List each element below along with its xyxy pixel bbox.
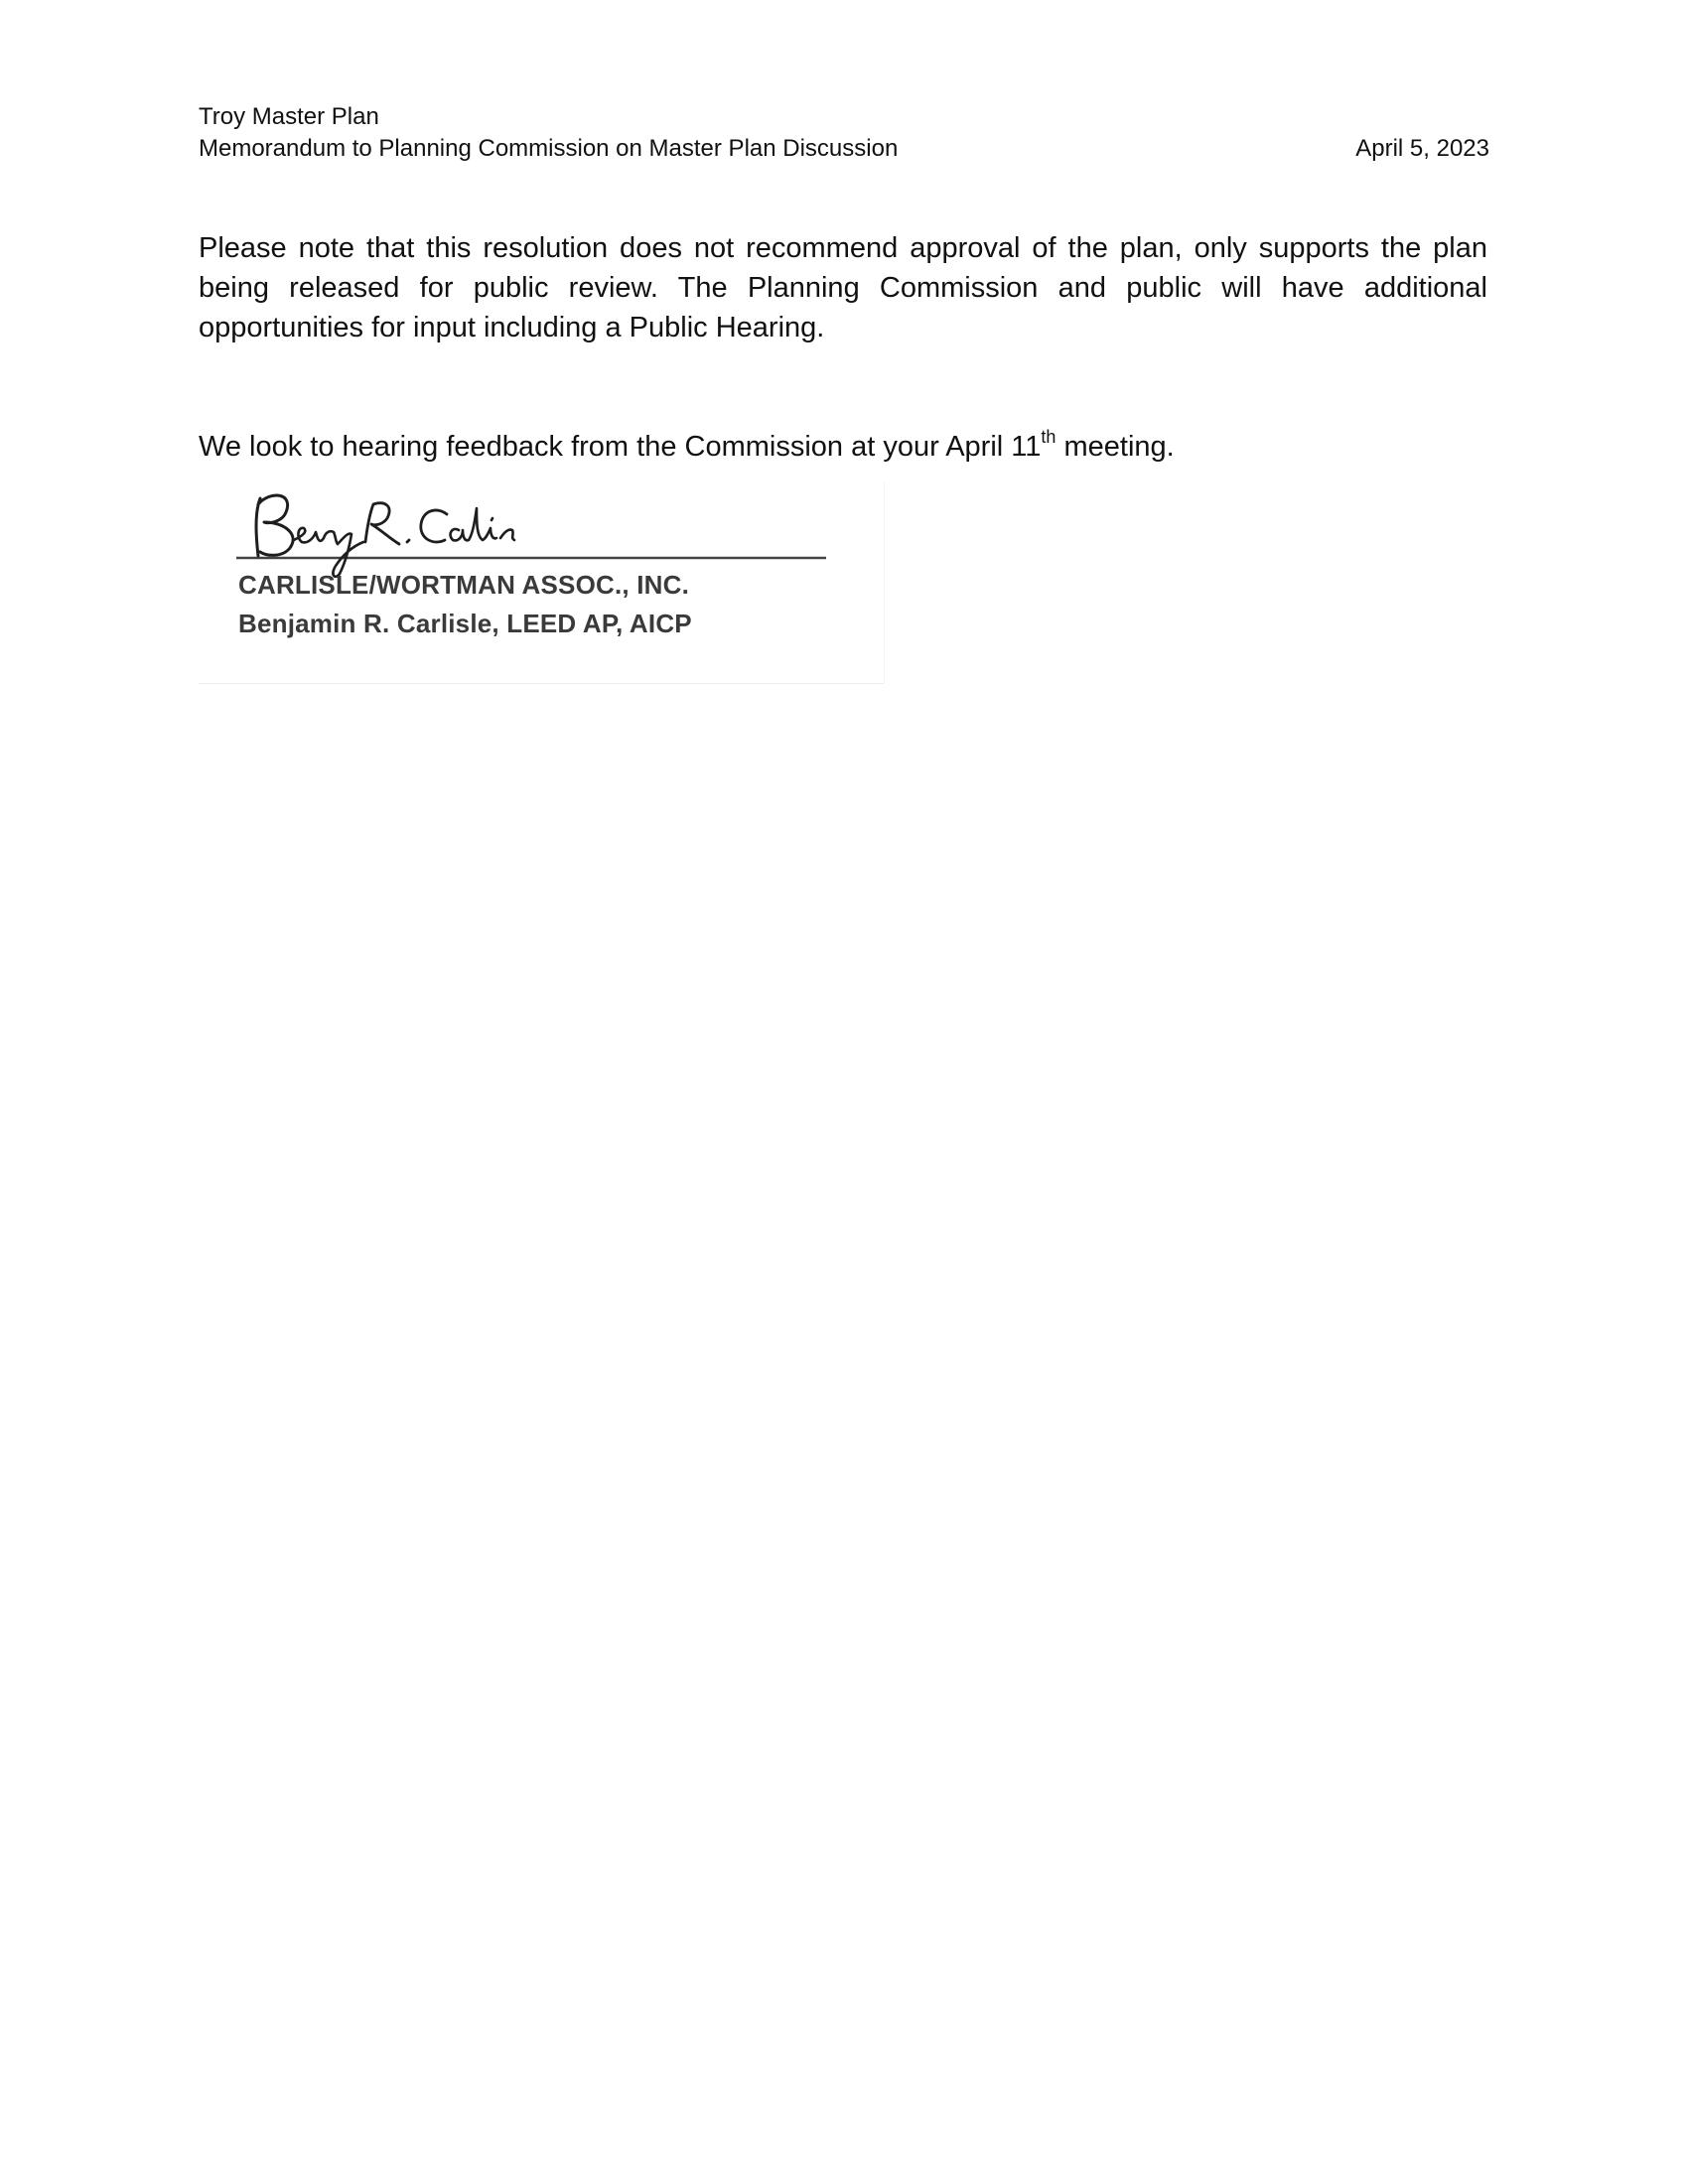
signature-person-name: Benjamin R. Carlisle, LEED AP, AICP [238, 609, 692, 638]
header-title: Troy Master Plan [199, 103, 379, 130]
header-date: April 5, 2023 [1355, 135, 1489, 162]
body-paragraph-2 [199, 427, 1487, 467]
body-paragraph-2-text: We look to hearing feedback from the Commission at your April 11 [199, 431, 1042, 463]
ordinal-suffix: th [1041, 427, 1056, 447]
body-paragraph-2-end: meeting. [1055, 431, 1175, 463]
signature-block [199, 482, 884, 683]
header-subtitle: Memorandum to Planning Commission on Master Plan Discussion [199, 135, 899, 162]
body-paragraph-1: Please note that this resolution does not recommend approval of the plan, only supports the plan being released for public review. The Planning Commission and public will have additional opportunities for input including a Public Hearing. [199, 232, 1487, 343]
signature-firm-name: CARLISLE/WORTMAN ASSOC., INC. [238, 570, 690, 600]
